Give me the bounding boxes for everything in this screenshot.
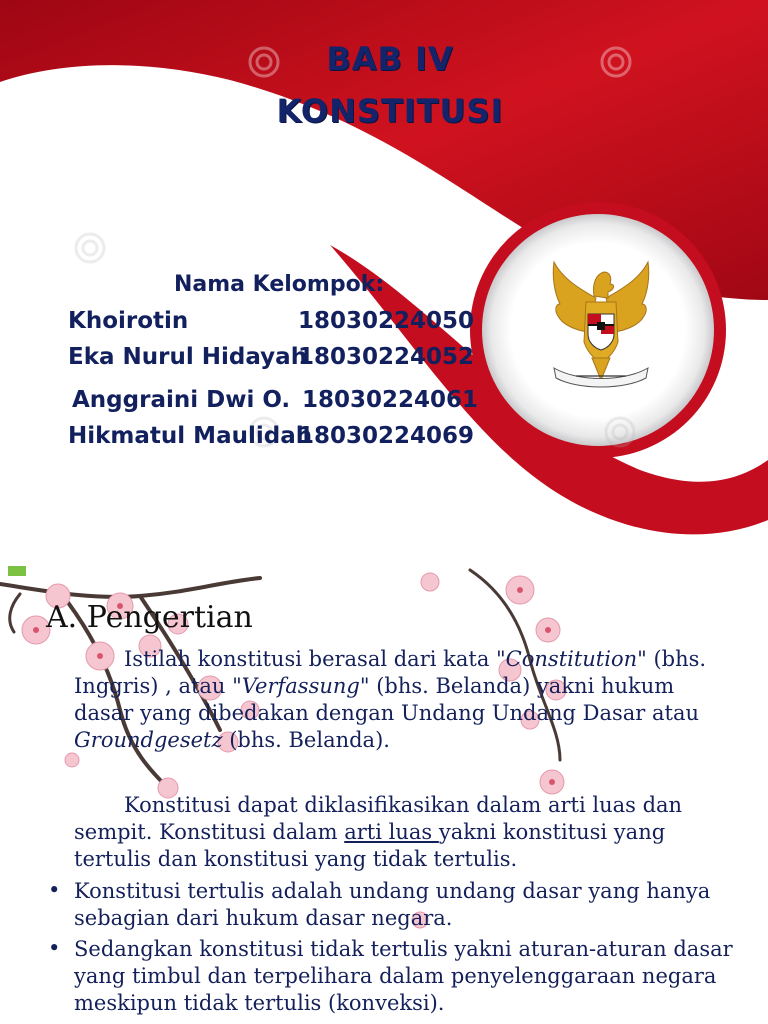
member-nim: 18030224069 — [298, 423, 475, 449]
content-slide — [0, 560, 768, 1024]
bullet-item: Sedangkan konstitusi tidak tertulis yakni aturan-aturan dasar yang timbul dan terpelihara dalam penyelenggaraan negara meskipun tidak tertulis (konveksi). — [74, 937, 733, 1015]
slide-title-line-1: BAB IV — [326, 40, 454, 78]
member-name: Hikmatul Maulidah — [68, 423, 313, 449]
text-run: Konstitusi dapat diklasifikasikan dalam arti luas dan sempit. Konstitusi dalam — [74, 793, 683, 844]
text-run-italic: "Constitution" — [496, 647, 647, 671]
member-name: Khoirotin — [68, 308, 189, 334]
bullet-item: Konstitusi tertulis adalah undang undang dasar yang hanya sebagian dari hukum dasar negara. — [74, 879, 711, 930]
text-run-underlined: arti luas — [344, 820, 439, 844]
bullet-icon: • — [48, 878, 61, 902]
group-label: Nama Kelompok: — [174, 272, 385, 297]
section-heading: A. Pengertian — [46, 600, 253, 635]
member-name: Eka Nurul Hidayah — [68, 344, 308, 370]
member-nim: 18030224061 — [302, 387, 479, 413]
bullet-icon: • — [48, 936, 61, 960]
paragraph-definition — [74, 646, 734, 754]
text-run: (bhs. Belanda) yakni hukum dasar yang dibedakan dengan Undang Undang Dasar atau — [74, 674, 700, 725]
member-nim: 18030224050 — [298, 308, 475, 334]
text-run: Istilah konstitusi berasal dari kata — [124, 647, 497, 671]
text-run: (bhs. Belanda). — [222, 728, 390, 752]
text-run: (bhs. Inggris) , atau — [74, 647, 707, 698]
text-run-italic: "Verfassung" — [232, 674, 370, 698]
text-run: yakni konstitusi yang tertulis dan konstitusi yang tidak tertulis. — [74, 820, 666, 871]
member-nim: 18030224052 — [298, 344, 475, 370]
paragraph-classification — [74, 792, 734, 873]
garuda-pancasila-icon — [548, 258, 654, 392]
text-run-italic: Groundgesetz — [74, 728, 223, 752]
member-name: Anggraini Dwi O. — [72, 387, 291, 413]
slide-title-line-2: KONSTITUSI — [276, 92, 504, 130]
